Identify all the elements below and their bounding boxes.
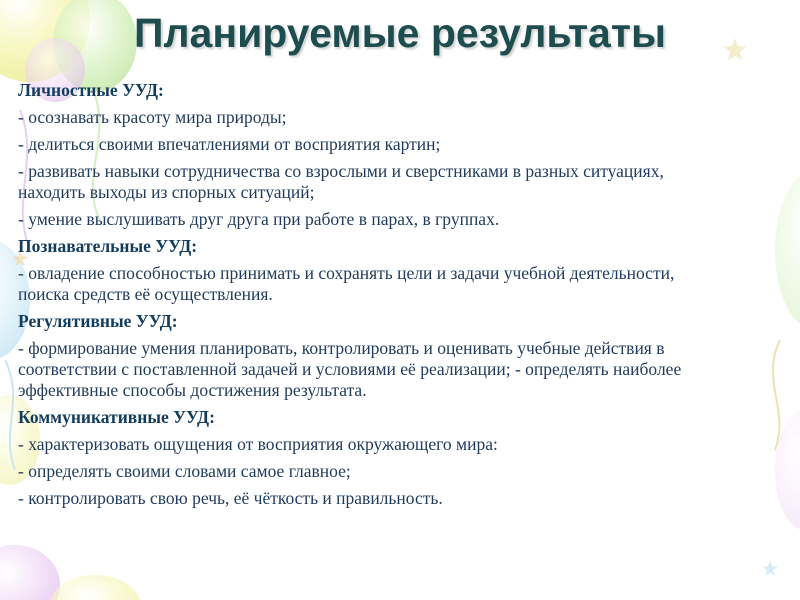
balloon-green-right	[775, 170, 800, 330]
balloon-yellow-bottom	[50, 575, 140, 600]
list-item: - делиться своими впечатлениями от восприятия картин;	[18, 134, 441, 154]
section-regulatory	[18, 311, 708, 401]
balloon-lilac-bottom	[0, 545, 60, 600]
list-item: - умение выслушивать друг друга при работе в парах, в группах.	[18, 209, 500, 229]
list-item: - определять своими словами самое главное;	[18, 461, 351, 481]
section-cognitive	[18, 236, 708, 305]
content	[18, 80, 708, 515]
list-item: - формирование умения планировать, контролировать и оценивать учебные действия в соответствии с поставленной задачей и условиями её реализации; - определять наиболее эффективные способы достижения результата.	[18, 338, 682, 400]
section-communicative	[18, 407, 708, 509]
list-item: - развивать навыки сотрудничества со взрослыми и сверстниками в разных ситуациях, находить выходы из спорных ситуаций;	[18, 161, 664, 202]
list-item: - характеризовать ощущения от восприятия окружающего мира:	[18, 434, 498, 454]
list-item: - овладение способностью принимать и сохранять цели и задачи учебной деятельности, поиска средств её осуществления.	[18, 263, 675, 304]
section-heading: Познавательные УУД:	[18, 236, 198, 256]
list-item: - контролировать свою речь, её чёткость и правильность.	[18, 488, 443, 508]
page-title: Планируемые результаты	[134, 10, 666, 56]
section-heading: Личностные УУД:	[18, 80, 164, 100]
section-heading: Коммуникативные УУД:	[18, 407, 215, 427]
section-heading: Регулятивные УУД:	[18, 311, 178, 331]
list-item: - осознавать красоту мира природы;	[18, 107, 287, 127]
section-personal	[18, 80, 708, 230]
